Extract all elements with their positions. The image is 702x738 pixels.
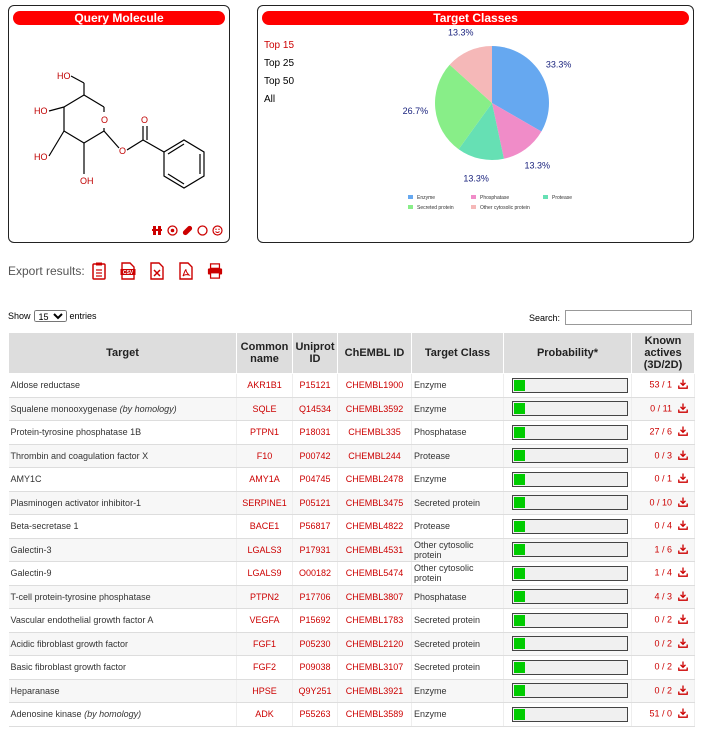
cell-probability bbox=[504, 632, 632, 656]
legend-label[interactable]: Enzyme bbox=[417, 195, 436, 201]
query-molecule-panel bbox=[8, 5, 230, 243]
cell-target-class: Other cytosolic protein bbox=[412, 562, 504, 586]
legend-swatch bbox=[543, 195, 548, 199]
legend-swatch bbox=[408, 205, 413, 209]
legend-label[interactable]: Phosphatase bbox=[480, 195, 510, 201]
download-icon[interactable] bbox=[678, 426, 688, 438]
download-icon[interactable] bbox=[678, 614, 688, 626]
cell-target bbox=[9, 421, 237, 445]
cell-uniprot[interactable]: P00742 bbox=[293, 444, 338, 468]
cell-target-class: Enzyme bbox=[412, 397, 504, 421]
cell-target-class: Enzyme bbox=[412, 679, 504, 703]
cell-target-class: Enzyme bbox=[412, 468, 504, 492]
known-actives-link[interactable]: 4 / 3 bbox=[654, 591, 672, 602]
pie-data-label: 26.7% bbox=[402, 106, 429, 117]
homology-note: (by homology) bbox=[84, 709, 142, 720]
target-name: Plasminogen activator inhibitor-1 bbox=[10, 497, 142, 508]
cell-known-actives bbox=[632, 609, 695, 633]
known-actives-link[interactable]: 53 / 1 bbox=[649, 379, 672, 390]
cell-known-actives bbox=[632, 585, 695, 609]
export-row bbox=[8, 262, 236, 280]
cell-probability bbox=[504, 585, 632, 609]
cell-common-name[interactable]: F10 bbox=[237, 444, 293, 468]
mol-label-ho-1: HO bbox=[57, 71, 71, 81]
show-prefix: Show bbox=[8, 311, 31, 321]
cell-target bbox=[9, 397, 237, 421]
cell-target bbox=[9, 491, 237, 515]
cell-probability bbox=[504, 656, 632, 680]
cell-common-name[interactable]: FGF1 bbox=[237, 632, 293, 656]
probability-bar bbox=[512, 707, 628, 722]
probability-bar-fill bbox=[514, 450, 525, 461]
probability-bar bbox=[512, 589, 628, 604]
cell-chembl[interactable]: CHEMBL2120 bbox=[338, 632, 412, 656]
smiley-icon[interactable] bbox=[212, 225, 223, 236]
cell-known-actives bbox=[632, 679, 695, 703]
cell-common-name[interactable]: PTPN2 bbox=[237, 585, 293, 609]
cell-chembl[interactable]: CHEMBL3592 bbox=[338, 397, 412, 421]
cell-target bbox=[9, 609, 237, 633]
table-row bbox=[9, 585, 695, 609]
probability-bar-fill bbox=[514, 638, 525, 649]
mol-label-o-carbonyl: O bbox=[141, 115, 149, 125]
cell-target-class: Phosphatase bbox=[412, 585, 504, 609]
target-icon[interactable] bbox=[167, 225, 178, 236]
cell-common-name[interactable]: SQLE bbox=[237, 397, 293, 421]
cell-uniprot[interactable]: P05121 bbox=[293, 491, 338, 515]
cell-known-actives bbox=[632, 562, 695, 586]
target-name: Adenosine kinase bbox=[10, 709, 82, 720]
cell-target bbox=[9, 656, 237, 680]
cell-common-name[interactable]: HPSE bbox=[237, 679, 293, 703]
legend-label[interactable]: Secreted protein bbox=[417, 205, 454, 211]
probability-bar bbox=[512, 566, 628, 581]
header-chembl[interactable]: ChEMBL ID bbox=[338, 333, 412, 374]
download-icon[interactable] bbox=[678, 544, 688, 556]
svg-text:CSV: CSV bbox=[122, 270, 133, 276]
header-target[interactable]: Target bbox=[9, 333, 237, 374]
target-name: Protein-tyrosine phosphatase 1B bbox=[10, 427, 142, 438]
cell-uniprot[interactable]: Q9Y251 bbox=[293, 679, 338, 703]
header-uniprot[interactable]: Uniprot ID bbox=[293, 333, 338, 374]
known-actives-link[interactable]: 0 / 10 bbox=[649, 497, 672, 508]
table-row bbox=[9, 468, 695, 492]
option-all[interactable]: All bbox=[264, 94, 276, 105]
download-icon[interactable] bbox=[678, 685, 688, 697]
cell-common-name[interactable]: VEGFA bbox=[237, 609, 293, 633]
download-icon[interactable] bbox=[678, 403, 688, 415]
probability-bar-fill bbox=[514, 709, 525, 720]
cell-known-actives bbox=[632, 491, 695, 515]
cell-probability bbox=[504, 421, 632, 445]
option-top-25[interactable]: Top 25 bbox=[264, 58, 295, 69]
table-row bbox=[9, 397, 695, 421]
cell-known-actives bbox=[632, 468, 695, 492]
table-body bbox=[9, 374, 695, 727]
cell-common-name[interactable]: BACE1 bbox=[237, 515, 293, 539]
cell-probability bbox=[504, 468, 632, 492]
cell-probability bbox=[504, 562, 632, 586]
cell-probability bbox=[504, 703, 632, 727]
table-row bbox=[9, 609, 695, 633]
probability-bar-fill bbox=[514, 497, 525, 508]
circle-icon[interactable] bbox=[197, 225, 208, 236]
target-name: Basic fibroblast growth factor bbox=[10, 662, 127, 673]
cell-probability bbox=[504, 538, 632, 562]
search-row bbox=[529, 310, 692, 325]
target-name: Heparanase bbox=[10, 685, 60, 696]
cell-target bbox=[9, 374, 237, 398]
probability-bar bbox=[512, 660, 628, 675]
target-classes-pie-chart bbox=[258, 26, 695, 241]
cell-uniprot[interactable]: O00182 bbox=[293, 562, 338, 586]
cell-chembl[interactable]: CHEMBL3921 bbox=[338, 679, 412, 703]
cell-chembl[interactable]: CHEMBL244 bbox=[338, 444, 412, 468]
search-label: Search: bbox=[528, 312, 560, 323]
cell-target bbox=[9, 632, 237, 656]
pie-data-label: 13.3% bbox=[524, 160, 551, 171]
cell-uniprot[interactable]: P56817 bbox=[293, 515, 338, 539]
table-row bbox=[9, 656, 695, 680]
probability-bar-fill bbox=[514, 568, 525, 579]
download-icon[interactable] bbox=[678, 450, 688, 462]
cell-common-name[interactable]: SERPINE1 bbox=[237, 491, 293, 515]
cell-common-name[interactable]: LGALS3 bbox=[237, 538, 293, 562]
probability-bar-fill bbox=[514, 474, 525, 485]
cell-probability bbox=[504, 491, 632, 515]
probability-bar-fill bbox=[514, 427, 525, 438]
cell-chembl[interactable]: CHEMBL1783 bbox=[338, 609, 412, 633]
table-row bbox=[9, 374, 695, 398]
known-actives-link[interactable]: 0 / 11 bbox=[650, 403, 672, 414]
cell-common-name[interactable]: FGF2 bbox=[237, 656, 293, 680]
target-name: Galectin-9 bbox=[10, 568, 52, 579]
cell-chembl[interactable]: CHEMBL3475 bbox=[338, 491, 412, 515]
known-actives-link[interactable]: 1 / 6 bbox=[654, 544, 672, 555]
csv-icon[interactable] bbox=[120, 262, 136, 280]
cell-target-class: Secreted protein bbox=[412, 632, 504, 656]
cell-chembl[interactable]: CHEMBL4822 bbox=[338, 515, 412, 539]
cell-known-actives bbox=[632, 515, 695, 539]
mol-label-o-ester: O bbox=[119, 146, 127, 156]
probability-bar-fill bbox=[514, 521, 525, 532]
cell-uniprot[interactable]: P15121 bbox=[293, 374, 338, 398]
table-row bbox=[9, 703, 695, 727]
cell-uniprot[interactable]: P15692 bbox=[293, 609, 338, 633]
target-name: Thrombin and coagulation factor X bbox=[10, 450, 149, 461]
results-table bbox=[8, 332, 695, 727]
legend-label[interactable]: Other cytosolic protein bbox=[480, 205, 530, 211]
probability-bar-fill bbox=[514, 591, 525, 602]
cell-target-class: Protease bbox=[412, 515, 504, 539]
download-icon[interactable] bbox=[678, 473, 688, 485]
table-row bbox=[9, 679, 695, 703]
lipinski-icon[interactable] bbox=[152, 225, 163, 236]
header-known-actives[interactable]: Known actives (3D/2D) bbox=[632, 333, 695, 374]
pie-data-label: 13.3% bbox=[463, 173, 489, 184]
cell-uniprot[interactable]: P05230 bbox=[293, 632, 338, 656]
cell-common-name[interactable]: AKR1B1 bbox=[237, 374, 293, 398]
probability-bar bbox=[512, 683, 628, 698]
download-icon[interactable] bbox=[678, 661, 688, 673]
cell-known-actives bbox=[632, 703, 695, 727]
probability-bar bbox=[512, 378, 628, 393]
cell-uniprot[interactable]: P55263 bbox=[293, 703, 338, 727]
cell-target-class: Secreted protein bbox=[412, 656, 504, 680]
known-actives-link[interactable]: 0 / 4 bbox=[654, 520, 672, 531]
table-header-row bbox=[9, 333, 695, 374]
cell-target bbox=[9, 538, 237, 562]
cell-uniprot[interactable]: P17706 bbox=[293, 585, 338, 609]
print-icon[interactable] bbox=[207, 262, 223, 280]
cell-target bbox=[9, 585, 237, 609]
cell-target-class: Secreted protein bbox=[412, 491, 504, 515]
cell-probability bbox=[504, 679, 632, 703]
probability-bar bbox=[512, 613, 628, 628]
probability-bar-fill bbox=[514, 544, 525, 555]
pdf-icon[interactable] bbox=[178, 262, 194, 280]
cell-chembl[interactable]: CHEMBL3107 bbox=[338, 656, 412, 680]
cell-chembl[interactable]: CHEMBL1900 bbox=[338, 374, 412, 398]
table-row bbox=[9, 444, 695, 468]
known-actives-link[interactable]: 0 / 2 bbox=[654, 685, 672, 696]
download-icon[interactable] bbox=[678, 708, 688, 720]
target-name: Beta-secretase 1 bbox=[10, 521, 79, 532]
known-actives-link[interactable]: 0 / 2 bbox=[654, 661, 672, 672]
probability-bar-fill bbox=[514, 380, 525, 391]
probability-bar bbox=[512, 472, 628, 487]
cell-uniprot[interactable]: P09038 bbox=[293, 656, 338, 680]
cell-chembl[interactable]: CHEMBL3807 bbox=[338, 585, 412, 609]
pie-data-label: 13.3% bbox=[447, 27, 474, 38]
mol-label-oh: OH bbox=[80, 176, 94, 186]
show-suffix: entries bbox=[69, 311, 97, 321]
cell-target bbox=[9, 468, 237, 492]
known-actives-link[interactable]: 1 / 4 bbox=[654, 567, 672, 578]
entries-select[interactable] bbox=[34, 310, 67, 322]
probability-bar-fill bbox=[514, 403, 525, 414]
table-row bbox=[9, 538, 695, 562]
cell-uniprot[interactable]: Q14534 bbox=[293, 397, 338, 421]
download-icon[interactable] bbox=[678, 379, 688, 391]
cell-probability bbox=[504, 609, 632, 633]
table-row bbox=[9, 562, 695, 586]
cell-uniprot[interactable]: P18031 bbox=[293, 421, 338, 445]
cell-uniprot[interactable]: P04745 bbox=[293, 468, 338, 492]
cell-chembl[interactable]: CHEMBL2478 bbox=[338, 468, 412, 492]
probability-bar bbox=[512, 401, 628, 416]
cell-common-name[interactable]: AMY1A bbox=[237, 468, 293, 492]
table-row bbox=[9, 515, 695, 539]
cell-target-class: Other cytosolic protein bbox=[412, 538, 504, 562]
probability-bar bbox=[512, 519, 628, 534]
known-actives-link[interactable]: 27 / 6 bbox=[649, 426, 672, 437]
table-row bbox=[9, 632, 695, 656]
cell-known-actives bbox=[632, 397, 695, 421]
header-probability[interactable]: Probability* bbox=[504, 333, 632, 374]
target-name: Galectin-3 bbox=[10, 544, 52, 555]
cell-chembl[interactable]: CHEMBL335 bbox=[338, 421, 412, 445]
cell-target bbox=[9, 679, 237, 703]
cell-chembl[interactable]: CHEMBL3589 bbox=[338, 703, 412, 727]
target-name: Squalene monooxygenase bbox=[10, 403, 118, 414]
mol-label-o-ring: O bbox=[101, 115, 109, 125]
show-entries bbox=[8, 310, 97, 322]
known-actives-link[interactable]: 0 / 2 bbox=[654, 638, 672, 649]
cell-probability bbox=[504, 444, 632, 468]
excel-icon[interactable] bbox=[149, 262, 165, 280]
export-label: Export results: bbox=[8, 264, 85, 278]
probability-bar bbox=[512, 495, 628, 510]
cell-target-class: Phosphatase bbox=[412, 421, 504, 445]
option-top-15[interactable]: Top 15 bbox=[264, 40, 295, 51]
pill-icon[interactable] bbox=[182, 225, 193, 236]
pie-data-label: 33.3% bbox=[545, 59, 572, 70]
legend-swatch bbox=[471, 205, 476, 209]
known-actives-link[interactable]: 0 / 3 bbox=[654, 450, 672, 461]
header-common-name[interactable]: Common name bbox=[237, 333, 293, 374]
target-name: Vascular endothelial growth factor A bbox=[10, 615, 154, 626]
cell-common-name[interactable]: ADK bbox=[237, 703, 293, 727]
cell-target bbox=[9, 444, 237, 468]
cell-known-actives bbox=[632, 632, 695, 656]
cell-target bbox=[9, 703, 237, 727]
cell-target-class: Secreted protein bbox=[412, 609, 504, 633]
legend-swatch bbox=[408, 195, 413, 199]
download-icon[interactable] bbox=[678, 497, 688, 509]
download-icon[interactable] bbox=[678, 591, 688, 603]
cell-target-class: Enzyme bbox=[412, 703, 504, 727]
cell-probability bbox=[504, 374, 632, 398]
cell-known-actives bbox=[632, 421, 695, 445]
cell-uniprot[interactable]: P17931 bbox=[293, 538, 338, 562]
cell-common-name[interactable]: LGALS9 bbox=[237, 562, 293, 586]
mol-label-ho-3: HO bbox=[34, 152, 48, 162]
cell-common-name[interactable]: PTPN1 bbox=[237, 421, 293, 445]
search-input[interactable] bbox=[565, 310, 692, 325]
target-name: AMY1C bbox=[10, 474, 42, 485]
table-row bbox=[9, 421, 695, 445]
table-row bbox=[9, 491, 695, 515]
target-name: T-cell protein-tyrosine phosphatase bbox=[10, 591, 151, 602]
cell-known-actives bbox=[632, 374, 695, 398]
cell-target-class: Protease bbox=[412, 444, 504, 468]
homology-note: (by homology) bbox=[119, 403, 177, 414]
target-name: Aldose reductase bbox=[10, 380, 81, 391]
cell-probability bbox=[504, 397, 632, 421]
cell-known-actives bbox=[632, 538, 695, 562]
legend-label[interactable]: Protease bbox=[552, 195, 573, 201]
molecule-structure bbox=[9, 28, 231, 228]
probability-bar-fill bbox=[514, 662, 525, 673]
cell-known-actives bbox=[632, 444, 695, 468]
cell-chembl[interactable]: CHEMBL5474 bbox=[338, 562, 412, 586]
download-icon[interactable] bbox=[678, 638, 688, 650]
probability-bar bbox=[512, 425, 628, 440]
cell-target-class: Enzyme bbox=[412, 374, 504, 398]
known-actives-link[interactable]: 51 / 0 bbox=[649, 708, 672, 719]
cell-known-actives bbox=[632, 656, 695, 680]
option-top-50[interactable]: Top 50 bbox=[264, 76, 295, 87]
known-actives-link[interactable]: 0 / 1 bbox=[654, 473, 672, 484]
cell-target bbox=[9, 515, 237, 539]
query-molecule-title: Query Molecule bbox=[13, 11, 225, 25]
mol-label-ho-2: HO bbox=[34, 106, 48, 116]
known-actives-link[interactable]: 0 / 2 bbox=[654, 614, 672, 625]
cell-chembl[interactable]: CHEMBL4531 bbox=[338, 538, 412, 562]
probability-bar bbox=[512, 542, 628, 557]
cell-target bbox=[9, 562, 237, 586]
probability-bar-fill bbox=[514, 615, 525, 626]
probability-bar bbox=[512, 448, 628, 463]
header-target-class[interactable]: Target Class bbox=[412, 333, 504, 374]
legend-swatch bbox=[471, 195, 476, 199]
clipboard-icon[interactable] bbox=[91, 262, 107, 280]
download-icon[interactable] bbox=[678, 520, 688, 532]
target-name: Acidic fibroblast growth factor bbox=[10, 638, 129, 649]
molecule-tools bbox=[152, 225, 223, 236]
target-classes-title: Target Classes bbox=[262, 11, 689, 25]
cell-probability bbox=[504, 515, 632, 539]
download-icon[interactable] bbox=[678, 567, 688, 579]
probability-bar-fill bbox=[514, 685, 525, 696]
target-classes-panel bbox=[257, 5, 694, 243]
probability-bar bbox=[512, 636, 628, 651]
